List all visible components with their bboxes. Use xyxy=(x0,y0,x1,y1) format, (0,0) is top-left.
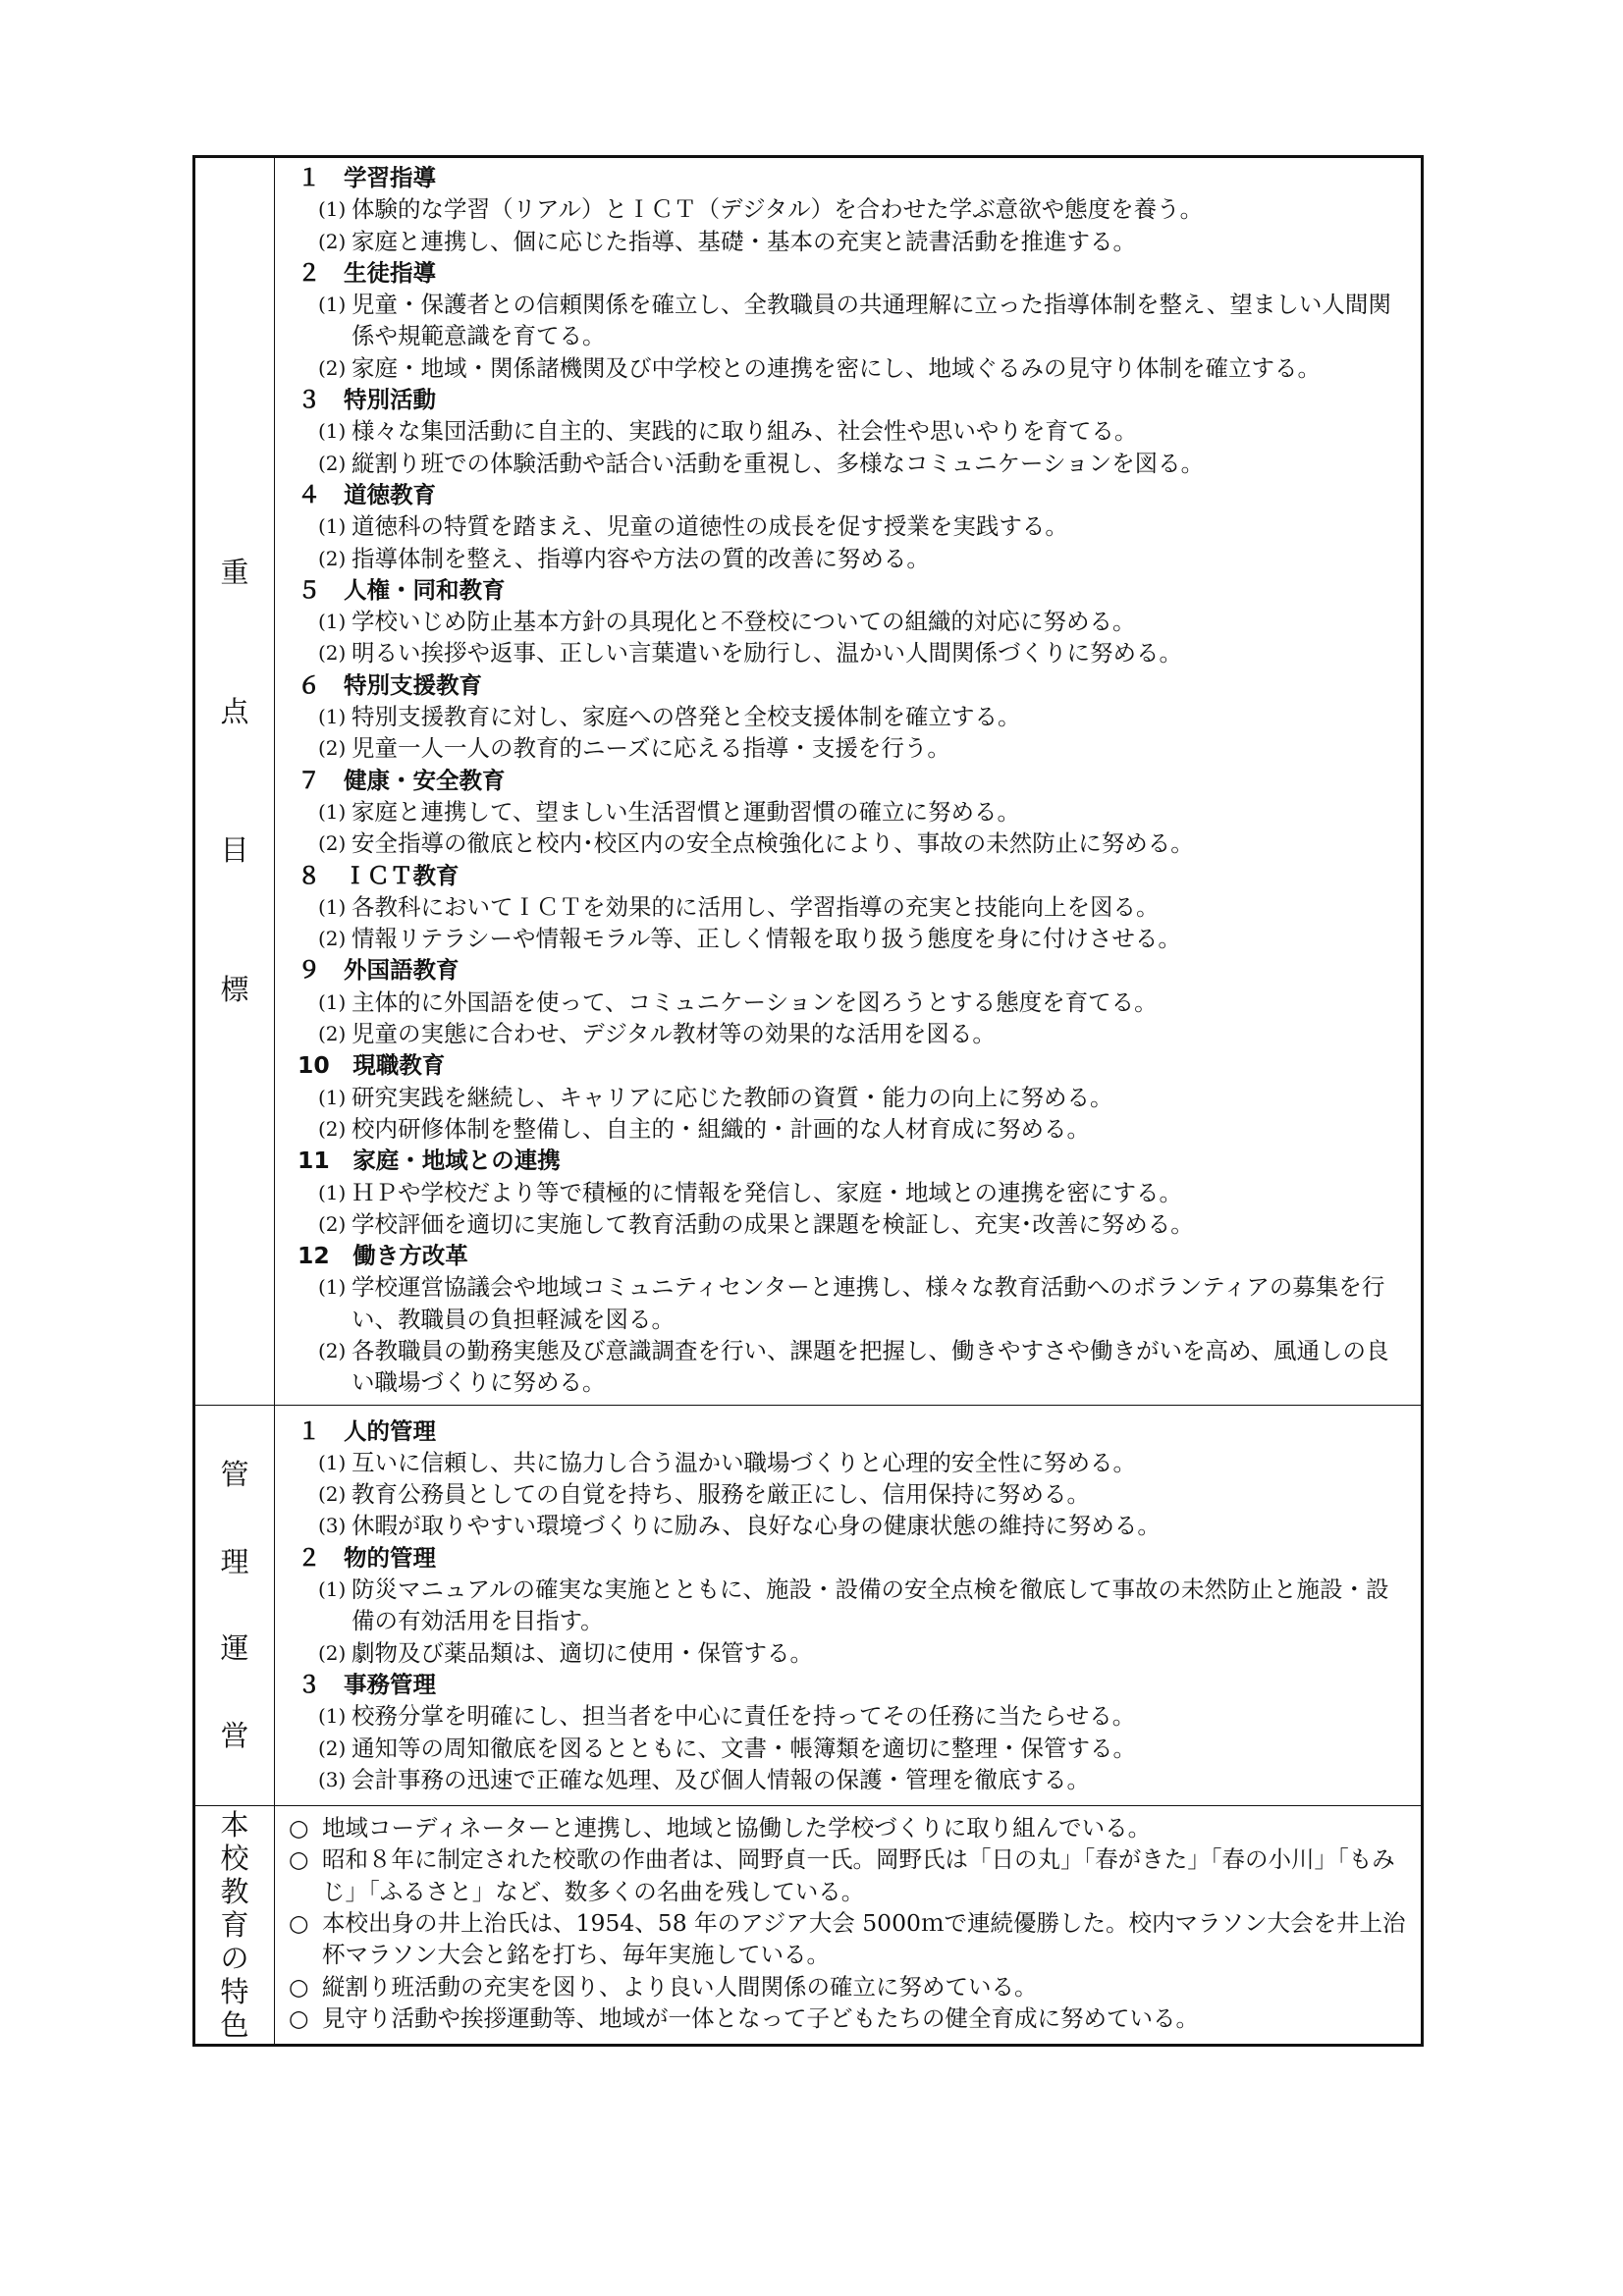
school-plan-table xyxy=(192,155,1424,2047)
item-number: (2) xyxy=(318,229,347,253)
list-item xyxy=(275,415,1421,447)
item-number: (2) xyxy=(318,1022,347,1046)
vertical-label xyxy=(195,556,274,1007)
item-number: (1) xyxy=(318,799,347,824)
item-text: 安全指導の徹底と校内･校区内の安全点検強化により、事故の未然防止に努める。 xyxy=(352,829,1194,858)
label-char: 特 xyxy=(220,1975,249,2009)
item-number: (3) xyxy=(318,1767,347,1791)
list-item xyxy=(275,606,1421,637)
section-content-management xyxy=(275,1405,1423,1806)
item-number: (2) xyxy=(318,831,347,856)
item-text: 家庭と連携して、望ましい生活習慣と運動習慣の確立に努める。 xyxy=(352,797,1021,826)
item-text: 縦割り班での体験活動や話合い活動を重視し、多様なコミュニケーションを図る。 xyxy=(352,449,1205,477)
feature-text: 本校出身の井上治氏は、1954、58 年のアジア大会 5000ｍで連続優勝した。校内マラソン大会を井上治杯マラソン大会と銘を打ち、毎年実施している。 xyxy=(322,1909,1406,1969)
feature-item xyxy=(275,1843,1421,1907)
item-text: 家庭・地域・関係諸機関及び中学校との連携を密にし、地域ぐるみの見守り体制を確立する。 xyxy=(352,353,1321,382)
group-heading: ８ ＩＣＴ教育 xyxy=(298,861,460,889)
item-text: 校内研修体制を整備し、自主的・組織的・計画的な人材育成に努める。 xyxy=(352,1114,1090,1143)
item-text: 互いに信頼し、共に協力し合う温かい職場づくりと心理的安全性に努める。 xyxy=(352,1448,1136,1476)
item-number: (2) xyxy=(318,736,347,761)
section-row-priority-goals xyxy=(194,157,1423,1406)
label-char: の xyxy=(220,1942,249,1976)
list-item xyxy=(275,701,1421,732)
list-item xyxy=(275,923,1421,954)
label-char: 標 xyxy=(220,972,249,1006)
item-number: (1) xyxy=(318,1450,347,1474)
item-number: (2) xyxy=(318,546,347,570)
bullet-circle-icon: ○ xyxy=(289,1909,309,1938)
label-char: 育 xyxy=(220,1908,249,1943)
item-number: (3) xyxy=(318,1514,347,1538)
group-heading: 10 現職教育 xyxy=(298,1051,446,1080)
list-item xyxy=(275,1637,1421,1669)
list-item xyxy=(275,193,1421,225)
section-row-school-features xyxy=(194,1806,1423,2046)
item-text: 児童の実態に合わせ、デジタル教材等の効果的な活用を図る。 xyxy=(352,1020,996,1048)
group-heading: １ 学習指導 xyxy=(298,164,436,191)
item-number: (1) xyxy=(318,705,347,729)
section-label-priority-goals xyxy=(194,157,275,1406)
item-text: 防災マニュアルの確実な実施とともに、施設・設備の安全点検を徹底して事故の未然防止と施設・設備の有効活用を目指す。 xyxy=(352,1575,1389,1635)
item-number: (2) xyxy=(318,1640,347,1665)
item-number: (2) xyxy=(318,1482,347,1507)
item-text: 会計事務の迅速で正確な処理、及び個人情報の保護・管理を徹底する。 xyxy=(352,1765,1090,1793)
list-item xyxy=(275,289,1421,352)
item-text: 様々な集団活動に自主的、実践的に取り組み、社会性や思いやりを育てる。 xyxy=(352,417,1138,446)
vertical-label xyxy=(195,1458,274,1752)
list-item xyxy=(275,1510,1421,1541)
label-char: 理 xyxy=(220,1544,249,1578)
features-list xyxy=(275,1812,1421,2034)
group-heading: 12 働き方改革 xyxy=(298,1242,468,1270)
item-number: (2) xyxy=(318,1735,347,1760)
group-heading: ３ 特別活動 xyxy=(298,386,436,414)
list-item xyxy=(275,1764,1421,1795)
item-number: (1) xyxy=(318,419,347,444)
list-item xyxy=(275,1447,1421,1478)
feature-text: 見守り活動や挨拶運動等、地域が一体となって子どもたちの健全育成に努めている。 xyxy=(322,2003,1199,2032)
feature-item xyxy=(275,1907,1421,1971)
item-text: 指導体制を整え、指導内容や方法の質的改善に努める。 xyxy=(352,544,930,572)
group-heading: ４ 道徳教育 xyxy=(298,480,436,508)
label-char: 色 xyxy=(220,2008,249,2043)
list-item xyxy=(275,1271,1421,1335)
list-item xyxy=(275,1208,1421,1240)
bullet-circle-icon: ○ xyxy=(289,1972,309,2001)
bullet-circle-icon: ○ xyxy=(289,1814,309,1842)
list-item xyxy=(275,352,1421,384)
feature-item xyxy=(275,1812,1421,1843)
feature-text: 縦割り班活動の充実を図り、より良い人間関係の確立に努めている。 xyxy=(322,1972,1038,2001)
goal-groups xyxy=(275,162,1421,1399)
group-heading: １ 人的管理 xyxy=(298,1416,436,1445)
label-char: 運 xyxy=(220,1631,249,1666)
list-item xyxy=(275,543,1421,574)
item-text: 各教科においてＩＣＴを効果的に活用し、学習指導の充実と技能向上を図る。 xyxy=(352,892,1160,921)
item-text: 明るい挨拶や返事、正しい言葉遣いを励行し、温かい人間関係づくりに努める。 xyxy=(352,639,1182,667)
item-number: (2) xyxy=(318,355,347,380)
item-number: (1) xyxy=(318,1577,347,1602)
item-text: 体験的な学習（リアル）とＩＣＴ（デジタル）を合わせた学ぶ意欲や態度を養う。 xyxy=(352,195,1204,224)
item-text: ＨＰや学校だより等で積極的に情報を発信し、家庭・地域との連携を密にする。 xyxy=(352,1178,1182,1206)
label-char: 教 xyxy=(220,1875,249,1909)
list-item xyxy=(275,1082,1421,1113)
item-number: (2) xyxy=(318,641,347,666)
item-text: 学校評価を適切に実施して教育活動の成果と課題を検証し、充実･改善に努める。 xyxy=(352,1209,1194,1238)
item-text: 研究実践を継続し、キャリアに応じた教師の資質・能力の向上に努める。 xyxy=(352,1083,1113,1111)
label-char: 校 xyxy=(220,1842,249,1876)
item-text: 劇物及び薬品類は、適切に使用・保管する。 xyxy=(352,1638,813,1667)
item-text: 児童・保護者との信頼関係を確立し、全教職員の共通理解に立った指導体制を整え、望ましい人間関係や規範意識を育てる。 xyxy=(352,291,1391,350)
item-number: (1) xyxy=(318,989,347,1014)
feature-text: 昭和８年に制定された校歌の作曲者は、岡野貞一氏。岡野氏は「日の丸」「春がきた」「春の小川」「もみじ」「ふるさと」など、数多くの名曲を残している。 xyxy=(322,1845,1395,1905)
list-item xyxy=(275,796,1421,828)
item-number: (1) xyxy=(318,610,347,634)
item-text: 教育公務員としての自覚を持ち、服務を厳正にし、信用保持に努める。 xyxy=(352,1480,1090,1509)
item-text: 休暇が取りやすい環境づくりに励み、良好な心身の健康状態の維持に努める。 xyxy=(352,1512,1161,1540)
list-item xyxy=(275,1574,1421,1637)
item-text: 学校運営協議会や地域コミュニティセンターと連携し、様々な教育活動へのボランティアの募集を行い、教職員の負担軽減を図る。 xyxy=(352,1273,1385,1333)
item-number: (2) xyxy=(318,1116,347,1141)
section-label-management xyxy=(194,1405,275,1806)
label-char: 営 xyxy=(220,1718,249,1752)
item-number: (1) xyxy=(318,293,347,317)
item-number: (2) xyxy=(318,1338,347,1362)
item-number: (1) xyxy=(318,894,347,919)
list-item xyxy=(275,1113,1421,1145)
management-groups xyxy=(275,1415,1421,1796)
item-text: 道徳科の特質を踏まえ、児童の道徳性の成長を促す授業を実践する。 xyxy=(352,512,1068,541)
list-item xyxy=(275,1018,1421,1049)
list-item xyxy=(275,1177,1421,1208)
feature-item xyxy=(275,1971,1421,2002)
label-char: 点 xyxy=(220,694,249,728)
item-text: 通知等の周知徹底を図るとともに、文書・帳簿類を適切に整理・保管する。 xyxy=(352,1734,1136,1762)
item-text: 情報リテラシーや情報モラル等、正しく情報を取り扱う態度を身に付けさせる。 xyxy=(352,925,1181,953)
group-heading: ３ 事務管理 xyxy=(298,1670,436,1698)
item-number: (1) xyxy=(318,514,347,539)
label-char: 本 xyxy=(220,1808,249,1842)
list-item xyxy=(275,987,1421,1018)
list-item xyxy=(275,1700,1421,1732)
bullet-circle-icon: ○ xyxy=(289,2003,309,2032)
group-heading: ２ 生徒指導 xyxy=(298,258,436,287)
section-content-priority-goals xyxy=(275,157,1423,1406)
label-char: 重 xyxy=(220,555,249,589)
list-item xyxy=(275,226,1421,257)
group-heading: ２ 物的管理 xyxy=(298,1543,436,1572)
label-char: 目 xyxy=(220,833,249,868)
item-text: 主体的に外国語を使って、コミュニケーションを図ろうとする態度を育てる。 xyxy=(352,988,1158,1016)
list-item xyxy=(275,1478,1421,1510)
bullet-circle-icon: ○ xyxy=(289,1845,309,1874)
item-number: (1) xyxy=(318,1085,347,1109)
list-item xyxy=(275,637,1421,668)
list-item xyxy=(275,732,1421,764)
list-item xyxy=(275,891,1421,923)
group-heading: ９ 外国語教育 xyxy=(298,956,460,985)
item-text: 児童一人一人の教育的ニーズに応える指導・支援を行う。 xyxy=(352,734,950,763)
feature-text: 地域コーディネーターと連携し、地域と協働した学校づくりに取り組んでいる。 xyxy=(322,1814,1152,1842)
group-heading: ７ 健康・安全教育 xyxy=(298,766,506,794)
list-item xyxy=(275,510,1421,542)
item-text: 特別支援教育に対し、家庭への啓発と全校支援体制を確立する。 xyxy=(352,703,1021,731)
item-number: (1) xyxy=(318,1180,347,1204)
list-item xyxy=(275,1335,1421,1399)
item-number: (1) xyxy=(318,1704,347,1729)
label-char: 管 xyxy=(220,1458,249,1492)
item-text: 学校いじめ防止基本方針の具現化と不登校についての組織的対応に努める。 xyxy=(352,608,1136,636)
list-item xyxy=(275,448,1421,479)
item-number: (1) xyxy=(318,197,347,222)
item-number: (1) xyxy=(318,1275,347,1300)
item-text: 家庭と連携し、個に応じた指導、基礎・基本の充実と読書活動を推進する。 xyxy=(352,227,1136,255)
group-heading: ５ 人権・同和教育 xyxy=(298,575,506,604)
section-row-management xyxy=(194,1405,1423,1806)
feature-item xyxy=(275,2002,1421,2034)
item-number: (2) xyxy=(318,927,347,951)
section-label-school-features xyxy=(194,1806,275,2046)
vertical-label xyxy=(195,1808,274,2042)
list-item xyxy=(275,1733,1421,1764)
item-text: 校務分掌を明確にし、担当者を中心に責任を持ってその任務に当たらせる。 xyxy=(352,1702,1136,1731)
group-heading: 11 家庭・地域との連携 xyxy=(298,1147,561,1175)
section-content-school-features xyxy=(275,1806,1423,2046)
group-heading: ６ 特別支援教育 xyxy=(298,670,482,699)
item-text: 各教職員の勤務実態及び意識調査を行い、課題を把握し、働きやすさや働きがいを高め、風通しの良い職場づくりに努める。 xyxy=(352,1336,1389,1397)
item-number: (2) xyxy=(318,1211,347,1236)
list-item xyxy=(275,828,1421,859)
item-number: (2) xyxy=(318,451,347,475)
